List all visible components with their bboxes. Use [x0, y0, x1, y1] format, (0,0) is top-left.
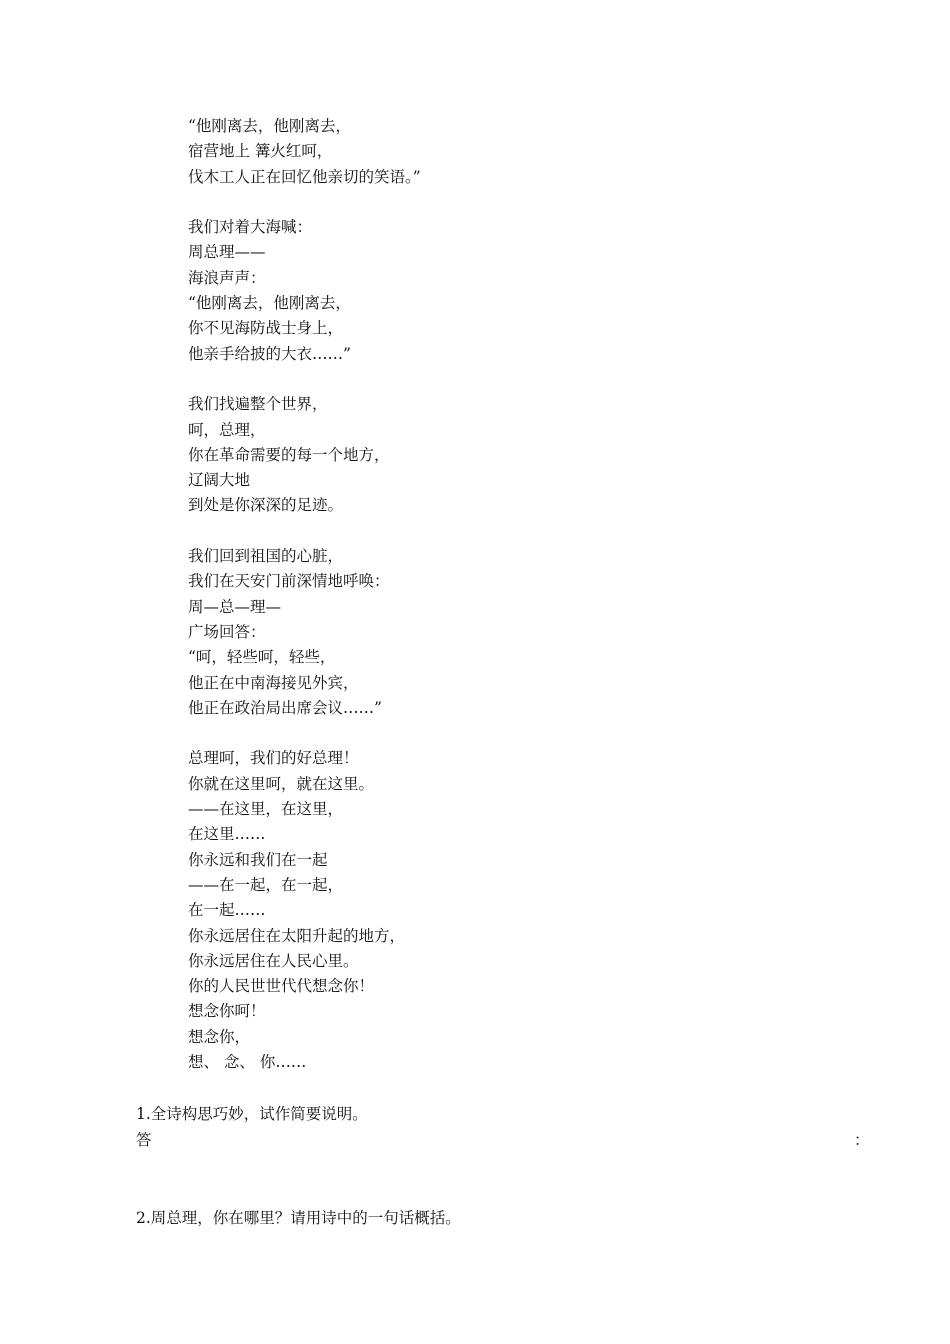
- poem-line: 你在革命需要的每一个地方，: [188, 445, 390, 464]
- poem-line: 我们回到祖国的心脏，: [188, 547, 344, 566]
- poem-line: 你的人民世世代代想念你！: [188, 977, 375, 996]
- poem-line: 周总理——: [188, 243, 266, 262]
- poem-line: 宿营地上 篝火红呵，: [188, 142, 333, 161]
- poem-line: “呵，轻些呵，轻些，: [188, 648, 336, 667]
- poem-line: 想、 念、 你……: [188, 1052, 307, 1071]
- answer-label: 答: [136, 1131, 152, 1149]
- poem-line: ——在这里，在这里，: [188, 800, 344, 819]
- poem-line: 你不见海防战士身上，: [188, 319, 344, 338]
- poem-line: 我们对着大海喊：: [188, 218, 313, 237]
- stanza-1: [188, 114, 748, 190]
- poem-line: 他正在中南海接见外宾，: [188, 673, 359, 692]
- poem-line: 我们找遍整个世界，: [188, 395, 328, 414]
- poem-line: 他正在政治局出席会议……”: [188, 698, 382, 717]
- poem-line: 海浪声声：: [188, 268, 266, 287]
- poem-line: 到处是你深深的足迹。: [188, 496, 344, 515]
- poem-line: 我们在天安门前深情地呼唤：: [188, 572, 390, 591]
- poem-line: “他刚离去，他刚离去，: [188, 294, 351, 313]
- question-2: 2.周总理，你在哪里？请用诗中的一句话概括。: [136, 1209, 461, 1227]
- stanza-3: [188, 392, 748, 518]
- poem-line: 你永远居住在人民心里。: [188, 951, 359, 970]
- poem-line: 你永远和我们在一起: [188, 850, 328, 869]
- poem-line: 想念你，: [188, 1027, 251, 1046]
- stanza-gap: [188, 367, 748, 392]
- poem-line: 呵，总理，: [188, 420, 266, 439]
- poem-line: 广场回答：: [188, 622, 266, 641]
- stanza-gap: [188, 190, 748, 215]
- stanza-4: [188, 544, 748, 721]
- poem-line: ——在一起，在一起，: [188, 875, 344, 894]
- poem-line: 他亲手给披的大衣……”: [188, 344, 351, 363]
- poem-line: 你永远居住在太阳升起的地方，: [188, 926, 406, 945]
- question-1: 1.全诗构思巧妙，试作简要说明。: [136, 1105, 368, 1123]
- poem-line: 想念你呵！: [188, 1002, 266, 1021]
- poem-line: 总理呵，我们的好总理！: [188, 749, 359, 768]
- stanza-5: [188, 746, 748, 1075]
- poem-line: “他刚离去，他刚离去，: [188, 117, 351, 135]
- questions-section: [136, 1101, 876, 1227]
- poem-line: 在一起……: [188, 901, 266, 920]
- poem-line: 周—总—理—: [188, 597, 282, 616]
- poem-body: [188, 114, 748, 1075]
- poem-line: 辽阔大地: [188, 471, 251, 490]
- poem-line: 你就在这里呵，就在这里。: [188, 774, 375, 793]
- answer-row: [136, 1127, 876, 1153]
- stanza-gap: [188, 721, 748, 746]
- poem-line: 在这里……: [188, 825, 266, 844]
- stanza-2: [188, 215, 748, 367]
- poem-line: 伐木工人正在回忆他亲切的笑语。”: [188, 167, 421, 186]
- answer-colon: ：: [854, 1131, 870, 1149]
- stanza-gap: [188, 519, 748, 544]
